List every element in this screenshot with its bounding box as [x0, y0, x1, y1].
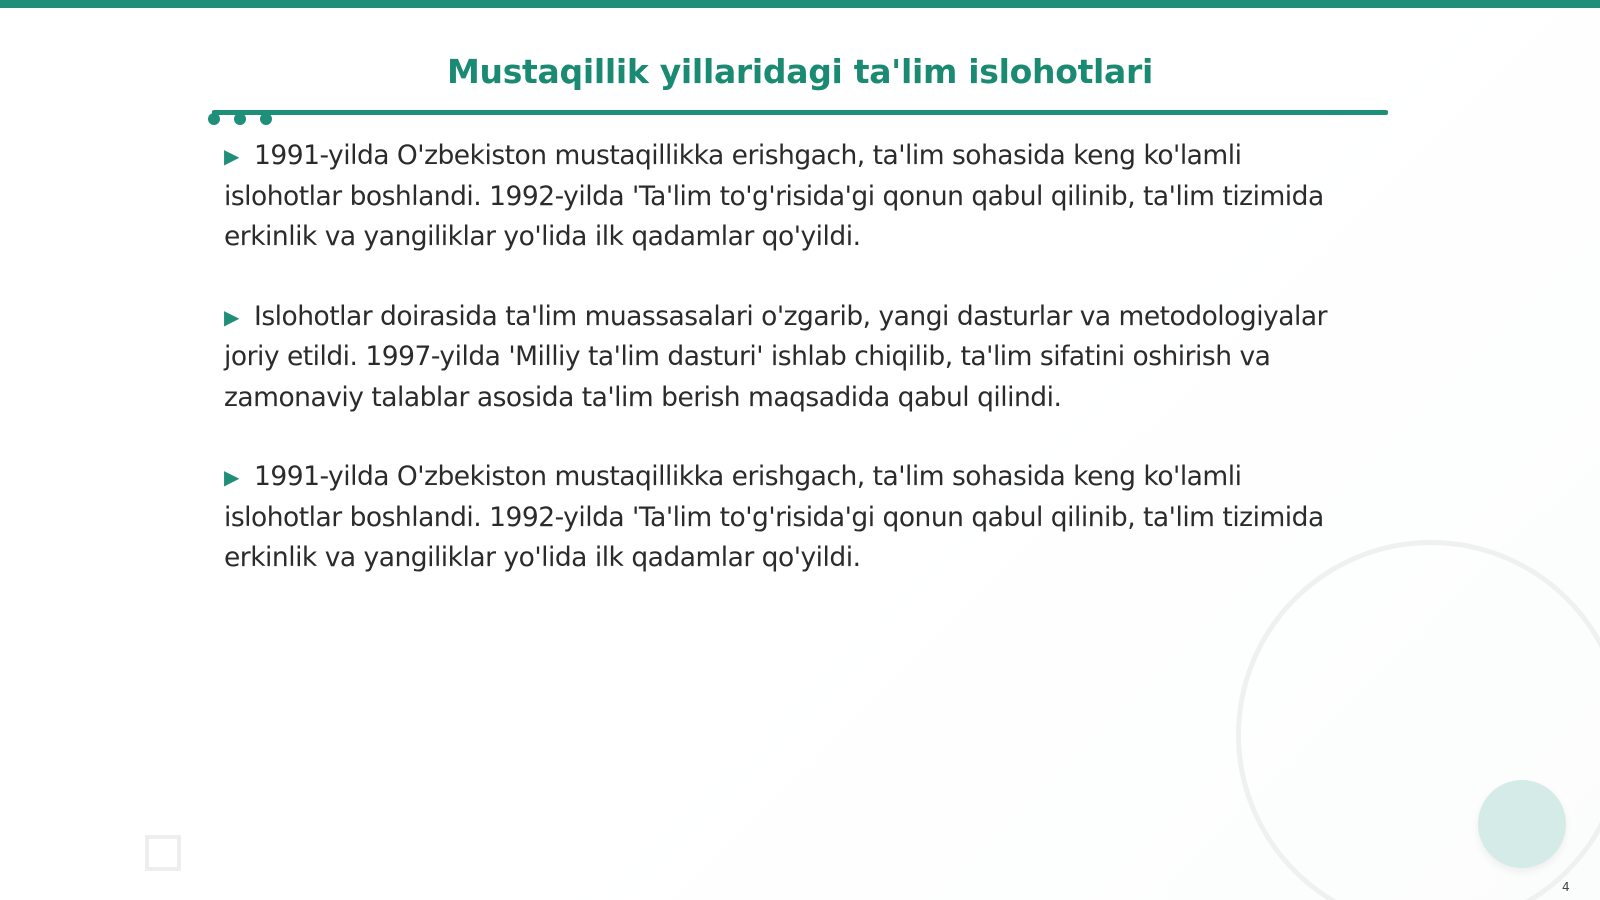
triangle-right-icon: ▶ — [224, 304, 239, 329]
top-accent-bar — [0, 0, 1600, 8]
triangle-right-icon: ▶ — [224, 465, 239, 489]
bullet-text: 1991-yilda O'zbekiston mustaqillikka erishgach, ta'lim sohasida keng ko'lamli islohotlar boshlandi. 1992-yilda 'Ta'lim to'g'risida'gi qonun qabul qilinib, ta'lim tizimida erkinlik va yangiliklar yo'lida ilk qadamlar qo'yildi. — [224, 140, 1324, 252]
bullet-item — [224, 136, 1354, 258]
bullet-list — [224, 136, 1354, 618]
bullet-item — [224, 297, 1354, 419]
decorative-circle — [1478, 780, 1566, 868]
title-underline — [212, 110, 1388, 115]
decorative-square — [145, 835, 181, 871]
slide-title: Mustaqillik yillaridagi ta'lim islohotlari — [446, 52, 1154, 91]
decorative-dot — [234, 113, 246, 125]
bullet-item — [224, 457, 1354, 579]
bullet-text: 1991-yilda O'zbekiston mustaqillikka erishgach, ta'lim sohasida keng ko'lamli islohotlar boshlandi. 1992-yilda 'Ta'lim to'g'risida'gi qonun qabul qilinib, ta'lim tizimida erkinlik va yangiliklar yo'lida ilk qadamlar qo'yildi. — [224, 461, 1324, 573]
decorative-dot — [260, 113, 272, 125]
bullet-text: Islohotlar doirasida ta'lim muassasalari o'zgarib, yangi dasturlar va metodologiyalar joriy etildi. 1997-yilda 'Milliy ta'lim dasturi' ishlab chiqilib, ta'lim sifatini oshirish va zamonaviy talablar asosida ta'lim berish maqsadida qabul qilindi. — [224, 300, 1327, 413]
triangle-right-icon: ▶ — [224, 144, 239, 168]
page-number: 4 — [1562, 880, 1570, 894]
decorative-dot — [208, 113, 220, 125]
